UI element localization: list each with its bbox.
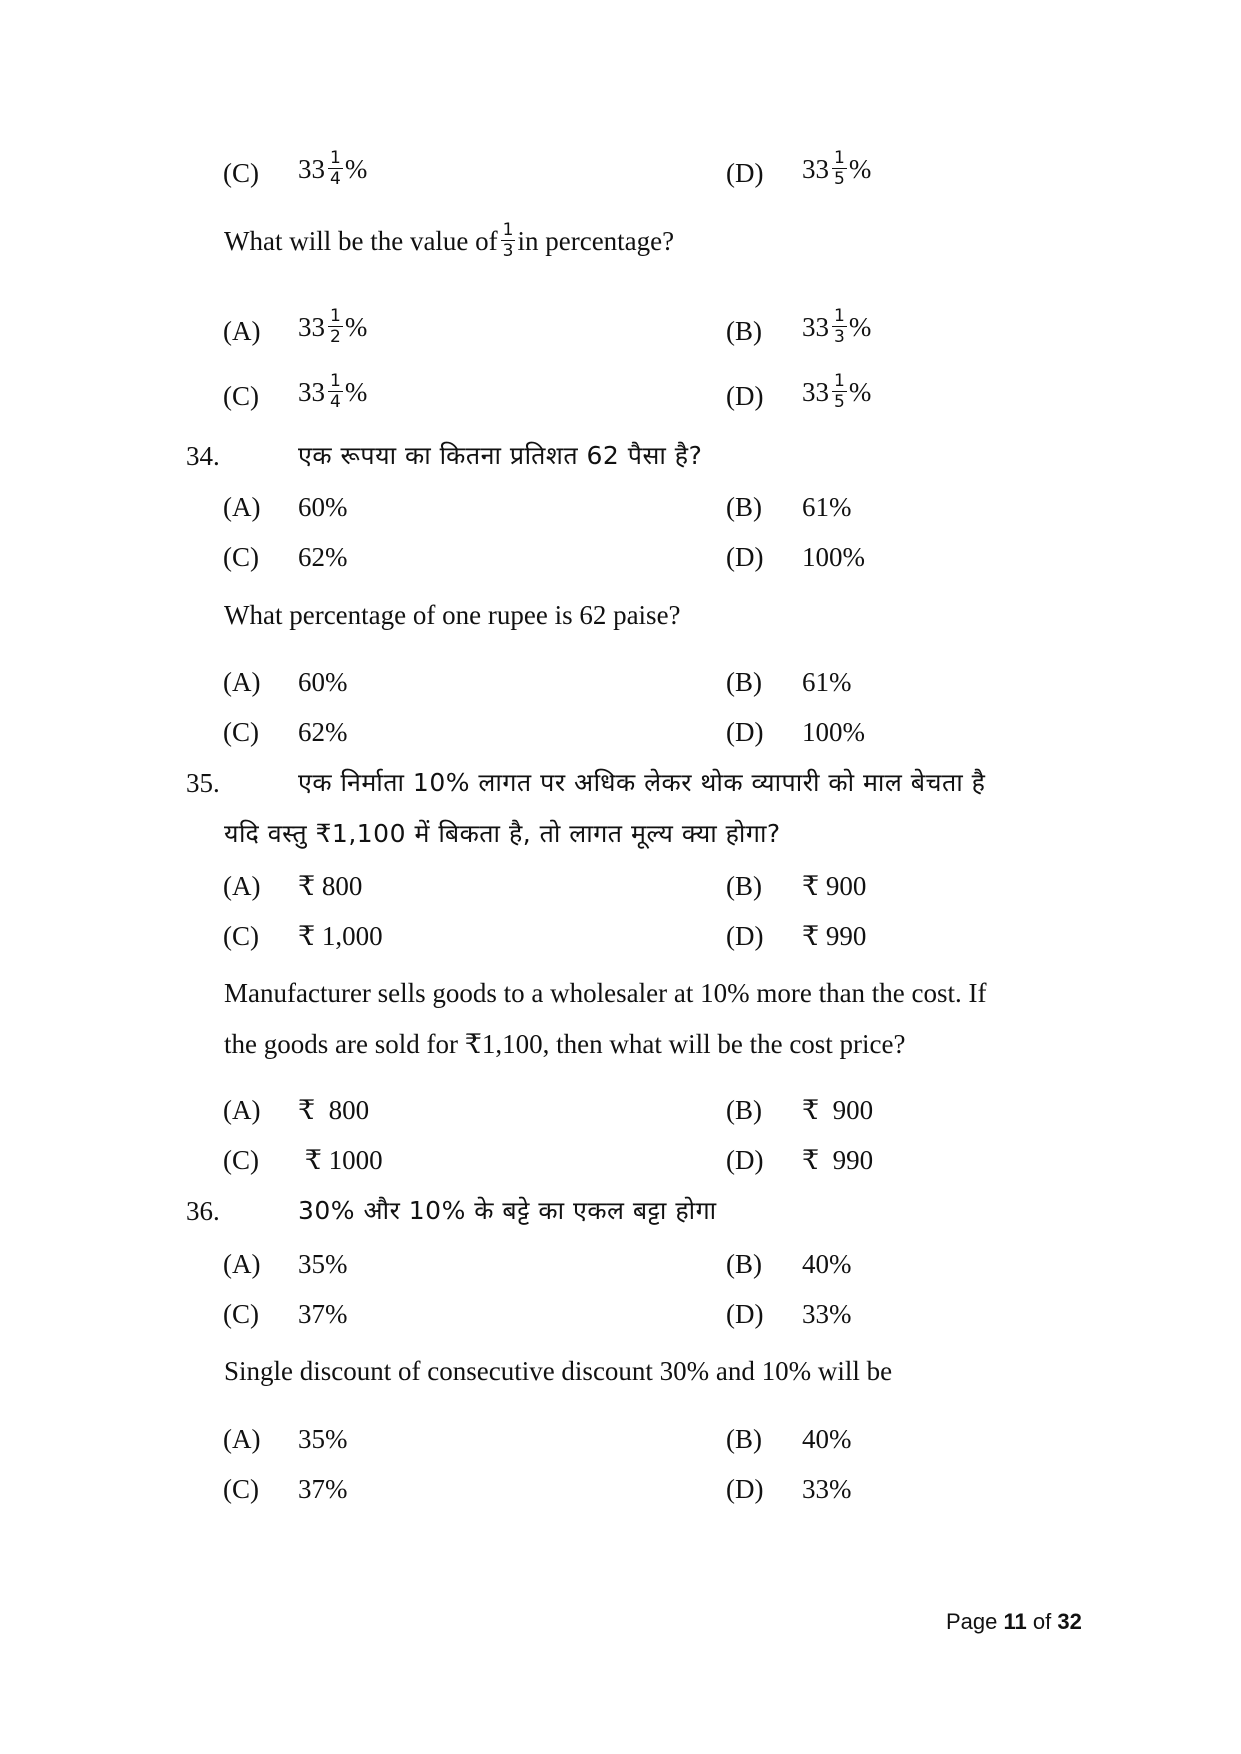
option-value bbox=[802, 308, 871, 346]
whole-part: 33 bbox=[802, 377, 829, 407]
option-value: 40% bbox=[802, 1249, 852, 1279]
option-label: (C) bbox=[223, 542, 259, 572]
whole-part: 33 bbox=[298, 312, 325, 342]
percent-sign: % bbox=[848, 154, 872, 184]
option-value: 33% bbox=[802, 1474, 852, 1504]
option-label: (D) bbox=[726, 381, 764, 411]
option-label: (B) bbox=[726, 1095, 762, 1125]
option-value: 100% bbox=[802, 717, 865, 747]
option-value: 61% bbox=[802, 492, 852, 522]
percent-sign: % bbox=[344, 312, 368, 342]
option-value: 35% bbox=[298, 1424, 348, 1454]
denominator: 5 bbox=[834, 392, 845, 412]
numerator: 1 bbox=[330, 371, 341, 391]
option-value: ₹ 990 bbox=[802, 1145, 874, 1175]
denominator: 4 bbox=[330, 169, 341, 189]
numerator: 1 bbox=[834, 148, 845, 168]
denominator: 5 bbox=[834, 169, 845, 189]
option-value: 40% bbox=[802, 1424, 852, 1454]
option-label: (D) bbox=[726, 717, 764, 747]
denominator: 4 bbox=[330, 392, 341, 412]
question-text: in percentage? bbox=[517, 226, 675, 256]
option-label: (C) bbox=[223, 381, 259, 411]
option-value: ₹ 900 bbox=[802, 1095, 874, 1125]
numerator: 1 bbox=[330, 306, 341, 326]
option-value bbox=[802, 373, 871, 411]
total-page-count: 32 bbox=[1057, 1609, 1082, 1634]
question-text-english: Manufacturer sells goods to a wholesaler at 10% more than the cost. If bbox=[224, 978, 987, 1008]
fraction bbox=[328, 308, 343, 346]
option-value: 60% bbox=[298, 667, 348, 697]
question-text-english: the goods are sold for ₹1,100, then what will be the cost price? bbox=[224, 1029, 906, 1059]
option-label: (A) bbox=[223, 492, 261, 522]
option-value: ₹ 990 bbox=[802, 921, 867, 951]
question-text-hindi: एक निर्माता 10% लागत पर अधिक लेकर थोक व्यापारी को माल बेचता है bbox=[298, 768, 986, 797]
current-page-number: 11 bbox=[1003, 1609, 1027, 1634]
option-label: (A) bbox=[223, 871, 261, 901]
option-label: (A) bbox=[223, 667, 261, 697]
fraction bbox=[328, 150, 343, 188]
question-text-english: Single discount of consecutive discount 30% and 10% will be bbox=[224, 1356, 893, 1386]
option-label: (A) bbox=[223, 316, 261, 346]
denominator: 3 bbox=[834, 327, 845, 347]
percent-sign: % bbox=[848, 312, 872, 342]
page-footer bbox=[946, 1609, 1082, 1635]
fraction bbox=[832, 150, 847, 188]
question-number: 36. bbox=[186, 1196, 220, 1226]
option-label: (A) bbox=[223, 1424, 261, 1454]
page-word: Page bbox=[946, 1609, 998, 1634]
option-value: 100% bbox=[802, 542, 865, 572]
option-value: ₹ 1,000 bbox=[298, 921, 383, 951]
option-label: (C) bbox=[223, 1145, 259, 1175]
option-label: (C) bbox=[223, 717, 259, 747]
question-number: 35. bbox=[186, 768, 220, 798]
option-label: (D) bbox=[726, 158, 764, 188]
option-value: 62% bbox=[298, 717, 348, 747]
option-value: 33% bbox=[802, 1299, 852, 1329]
option-label: (B) bbox=[726, 1424, 762, 1454]
fraction bbox=[832, 308, 847, 346]
option-value: ₹ 900 bbox=[802, 871, 867, 901]
option-label: (D) bbox=[726, 1474, 764, 1504]
fraction bbox=[832, 373, 847, 411]
option-value: ₹ 800 bbox=[298, 871, 363, 901]
option-label: (C) bbox=[223, 1474, 259, 1504]
option-label: (D) bbox=[726, 1299, 764, 1329]
option-label: (D) bbox=[726, 1145, 764, 1175]
option-value: 37% bbox=[298, 1474, 348, 1504]
percent-sign: % bbox=[848, 377, 872, 407]
option-label: (A) bbox=[223, 1095, 261, 1125]
option-value bbox=[298, 150, 367, 188]
option-value: 62% bbox=[298, 542, 348, 572]
percent-sign: % bbox=[344, 154, 368, 184]
q33-english-question bbox=[224, 222, 674, 260]
option-label: (D) bbox=[726, 921, 764, 951]
whole-part: 33 bbox=[802, 312, 829, 342]
question-text-hindi: 30% और 10% के बट्टे का एकल बट्टा होगा bbox=[298, 1196, 717, 1225]
question-text-hindi: यदि वस्तु ₹1,100 में बिकता है, तो लागत मूल्य क्या होगा? bbox=[224, 819, 781, 848]
denominator: 3 bbox=[502, 241, 514, 261]
of-word: of bbox=[1032, 1609, 1052, 1634]
whole-part: 33 bbox=[298, 154, 325, 184]
option-label: (C) bbox=[223, 1299, 259, 1329]
option-value: ₹ 1000 bbox=[298, 1145, 383, 1175]
option-value: 37% bbox=[298, 1299, 348, 1329]
option-label: (B) bbox=[726, 316, 762, 346]
option-label: (B) bbox=[726, 871, 762, 901]
option-value: 35% bbox=[298, 1249, 348, 1279]
option-value: ₹ 800 bbox=[298, 1095, 370, 1125]
numerator: 1 bbox=[330, 148, 341, 168]
question-text: What will be the value of bbox=[224, 226, 498, 256]
option-value bbox=[298, 373, 367, 411]
whole-part: 33 bbox=[298, 377, 325, 407]
option-value bbox=[802, 150, 871, 188]
option-label: (B) bbox=[726, 1249, 762, 1279]
option-label: (C) bbox=[223, 921, 259, 951]
option-value bbox=[298, 308, 367, 346]
option-value: 61% bbox=[802, 667, 852, 697]
question-number: 34. bbox=[186, 441, 220, 471]
numerator: 1 bbox=[502, 220, 514, 240]
option-label: (C) bbox=[223, 158, 259, 188]
whole-part: 33 bbox=[802, 154, 829, 184]
option-label: (D) bbox=[726, 542, 764, 572]
question-text-hindi: एक रूपया का कितना प्रतिशत 62 पैसा है? bbox=[298, 441, 703, 470]
option-label: (A) bbox=[223, 1249, 261, 1279]
option-label: (B) bbox=[726, 667, 762, 697]
option-label: (B) bbox=[726, 492, 762, 522]
percent-sign: % bbox=[344, 377, 368, 407]
fraction bbox=[501, 222, 516, 260]
numerator: 1 bbox=[834, 371, 845, 391]
fraction bbox=[328, 373, 343, 411]
question-text-english: What percentage of one rupee is 62 paise? bbox=[224, 600, 681, 630]
option-value: 60% bbox=[298, 492, 348, 522]
denominator: 2 bbox=[330, 327, 341, 347]
numerator: 1 bbox=[834, 306, 845, 326]
